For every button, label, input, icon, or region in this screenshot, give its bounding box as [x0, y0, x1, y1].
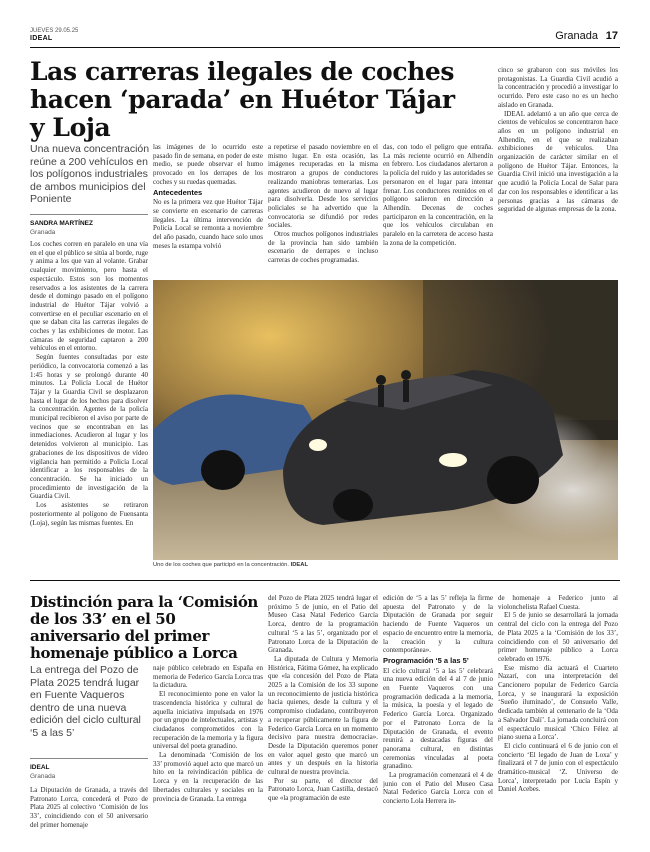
paragraph: las imágenes de lo ocurrido este pasado fin de semana, en poder de este medio, se puede observar el humo provocado en los derrapes de los coches y su ruedas quemadas. — [153, 143, 263, 186]
deck-separator — [30, 758, 148, 759]
article1-column-5 — [498, 66, 618, 275]
paragraph: IDEAL adelantó a un año que cerca de cientos de vehículos se concentraron hace años en un polígono industrial en Alhendín, en el que se realizaban exhibiciones de vehículos. Una organización de carácter similar en el polígono de Huétor Tájar. Entonces, la Guardia Civil inició una investigación a la que acudió la Policía Local de Salar para dar con los responsables e identificar a las personas gracias a las cámaras de seguridad de algunas empresas de la zona. — [498, 109, 618, 214]
header-rule — [30, 47, 620, 48]
article1-column-1 — [30, 240, 148, 558]
caption-text: Uno de los coches que participó en la concentración. — [153, 562, 289, 568]
article2-headline: Distinción para la ‘Comisión de los 33’ en el 50 aniversario del primer homenaje público a Lorca — [30, 593, 258, 662]
paragraph: Según fuentes consultadas por este periódico, la convocatoria comenzó a las 1:45 horas y se prolongó durante 40 minutos. La Policía Local de Huétor Tájar y la Guardia Civil se desplazaron hasta el lugar de los hechos para disolver la concentración. Agentes de la policía municipal recibieron el aviso por parte de vecinos que se encontraban en las inmediaciones. Acudieron al lugar y los detenidos volvieron al municipio. Las grabaciones de los dispositivos de vídeo vigilancia han permitido a Policía Local identificar a los responsables de la concentración. Se ha iniciado un procedimiento de investigación de la Guardia Civil. — [30, 353, 148, 501]
section-rule — [30, 580, 620, 581]
paragraph: El ciclo cultural ‘5 a las 5’ celebrará una nueva edición del 4 al 7 de junio en Fuente Vaqueros con una programación dedicada a la memoria, la música, la poesía y el legado de Federico García Lorca. Organizado por el Patronato Lorca de la Diputación de Granada, el evento reunirá a destacadas figuras del panorama cultural, en distintas ceremonias vinculadas al poeta granadino. — [383, 666, 493, 771]
subheading-programacion: Programación ‘5 a las 5’ — [383, 655, 469, 665]
article2-deck: La entrega del Pozo de Plata 2025 tendrá lugar en Fuente Vaqueros dentro de una nueva edición del ciclo cultural ‘5 a las 5’ — [30, 664, 141, 739]
street-racing-photo — [153, 280, 618, 560]
photo-caption — [153, 562, 308, 568]
subheading-antecedentes: Antecedentes — [153, 187, 203, 197]
page-number: 17 — [605, 30, 618, 42]
paragraph: edición de ‘5 a las 5’ refleja la firme apuesta del Patronato y de la Diputación de Granada por seguir haciendo de Fuente Vaqueros un espacio de encuentro entre la memoria, la creación y la cultura contemporánea». — [383, 594, 493, 655]
article2-byline: IDEAL — [30, 764, 50, 771]
paragraph: La Diputación de Granada, a través del Patronato Lorca, concederá el Pozo de Plata 2025 al colectivo ‘Comisión de los 33’, coincidiendo con el 50 aniversario del primer homenaje — [30, 786, 148, 829]
article1-column-2 — [153, 143, 263, 275]
newspaper-brand: IDEAL — [30, 35, 53, 42]
article1-headline: Las carreras ilegales de coches hacen ‘parada’ en Huétor Tájar y Loja — [30, 57, 455, 142]
paragraph: Los asistentes se retiraron posteriormente al polígono de Fuensanta (Loja), según las mismas fuentes. En — [30, 501, 148, 527]
paragraph: El 5 de junio se desarrollará la jornada central del ciclo con la entrega del Pozo de Plata 2025 a la ‘Comisión de los 33’, coincidiendo con el 50 aniversario del primer homenaje público a Lorca celebrado en 1976. — [498, 611, 618, 663]
paragraph: das, con todo el peligro que entraña. La más reciente ocurrió en Alhendín en febrero. Los ciudadanos alertaron a la policía del ruido y las autoridades se personaron en el lugar para intentar frenar. Los conductores reunidos en el polígono salieron en dirección a Alhendín. Decenas de coches participaron en la concentración, en la que los vehículos circulaban en paralelo en la carretera de acceso hasta la zona de la competición. — [383, 143, 493, 247]
paragraph: El ciclo continuará el 6 de junio con el concierto ‘El legado de Juan de Loxa’ y finalizará el 7 de junio con el espectáculo dramático-musical ‘Z. Universo de Lorca’, interpretado por Lucía Espín y Daniel Acebes. — [498, 741, 618, 794]
paragraph: a repetirse el pasado noviembre en el mismo lugar. En esta ocasión, las imágenes recuperadas en la misma mostraron a grupos de conductores realizando maniobras temerarias. Los agentes acudieron de nuevo al lugar para disolverla. Desde los servicios policiales se ha advertido que la convocatoria se difundió por redes sociales. — [268, 143, 378, 230]
car-photo-illustration — [153, 280, 618, 560]
article1-byline: SANDRA MARTÍNEZ — [30, 220, 93, 227]
article1-location: Granada — [30, 229, 56, 236]
paragraph: naje público celebrado en España en memoria de Federico García Lorca tras la dictadura. — [153, 664, 263, 690]
paragraph: Ese mismo día actuará el Cuarteto Nazarí, con una interpretación del Cancionero popular de Federico García Lorca, y se inaugurará la exposición ‘Sueño iluminado’, de Consuelo Valle, dedicada también al centenario de la ‘Oda a Salvador Dalí’. La jornada concluirá con el espectáculo musical ‘Chico Félez al piano suena a Lorca’. — [498, 663, 618, 742]
article1-column-3 — [268, 143, 378, 275]
paragraph: El reconocimiento pone en valor la trascendencia histórica y cultural de aquella iniciativa impulsada en 1976 por un grupo de intelectuales, artistas y ciudadanos comprometidos con la recuperación de la memoria y la figura universal del poeta granadino. — [153, 690, 263, 751]
article1-column-4 — [383, 143, 493, 275]
article2-column-2 — [153, 664, 263, 846]
issue-date: JUEVES 29.05.25 — [30, 28, 79, 34]
article1-deck: Una nueva concentración reúne a 200 vehículos en los polígonos industriales de ambos municipios del Poniente — [30, 143, 150, 205]
paragraph: de homenaje a Federico junto al violonchelista Rafael Cuesta. — [498, 594, 618, 611]
paragraph: del Pozo de Plata 2025 tendrá lugar el próximo 5 de junio, en el Patio del Museo Casa Natal Federico García Lorca, dentro de la programación cultural ‘5 a las 5’, organizado por el Patronato Lorca de la Diputación de Granada. — [268, 594, 378, 655]
article2-column-5 — [498, 594, 618, 846]
paragraph: Otros muchos polígonos industriales de la provincia han sido también escenario de derrapes e incluso carreras de coches programadas. — [268, 230, 378, 265]
article2-column-4 — [383, 594, 493, 846]
paragraph: Los coches corren en paralelo en una vía en el que el público se sitúa al borde, ruge y anima a los que van al volante. Grabar cualquier movimiento, pero hasta el espectáculo. Estos son los momentos reservados a los asistentes de la carrera desde el domingo pasado en el polígono industrial de Huétor Tájar volvió a convertirse en el peculiar escenario en el que se daban cita las carreras ilegales de coches y las exhibiciones de motor. Las cámaras de seguridad captaron a 200 vehículos en el entorno. — [30, 240, 148, 353]
paragraph: No es la primera vez que Huétor Tájar se convierte en escenario de carreras ilegales. La última intervención de Policía Local se remonta a noviembre del año pasado, cuando hace solo unos meses la estampa volvió — [153, 198, 263, 250]
article2-column-3 — [268, 594, 378, 846]
article2-column-1 — [30, 786, 148, 846]
article2-location: Granada — [30, 773, 56, 780]
paragraph: La programación comenzará el 4 de junio con el Patio del Museo Casa Natal Federico García Lorca con el concierto Lola Herrera in- — [383, 771, 493, 806]
section-name: Granada — [555, 30, 598, 42]
paragraph: Por su parte, el director del Patronato Lorca, Juan Castilla, destacó que «la programación de este — [268, 776, 378, 803]
paragraph: La diputada de Cultura y Memoria Histórica, Fátima Gómez, ha explicado que «la concesión del Pozo de Plata 2025 a la Comisión de los 33 supone un reconocimiento de justicia histórica hacia quienes, desde la cultura y el compromiso ciudadano, contribuyeron a recuperar públicamente la figura de Federico García Lorca en un momento decisivo para nuestra democracia». Desde la Diputación queremos poner en valor aquel gesto que marcó un antes y un después en la historia cultural de nuestra provincia. — [268, 654, 378, 777]
caption-credit: IDEAL — [290, 562, 309, 568]
deck-separator — [30, 214, 148, 215]
paragraph: La denominada ‘Comisión de los 33’ promovió aquel acto que marcó un hito en la reivindicación pública de Lorca y en la recuperación de las libertades culturales y sociales en la provincia de Granada. La entrega — [153, 751, 263, 803]
paragraph: cinco se grabaron con sus móviles los protagonistas. La Guardia Civil acudió a la concentración y procedió a investigar lo ocurrido. Pero este caso no es un hecho aislado en Granada. — [498, 66, 618, 109]
